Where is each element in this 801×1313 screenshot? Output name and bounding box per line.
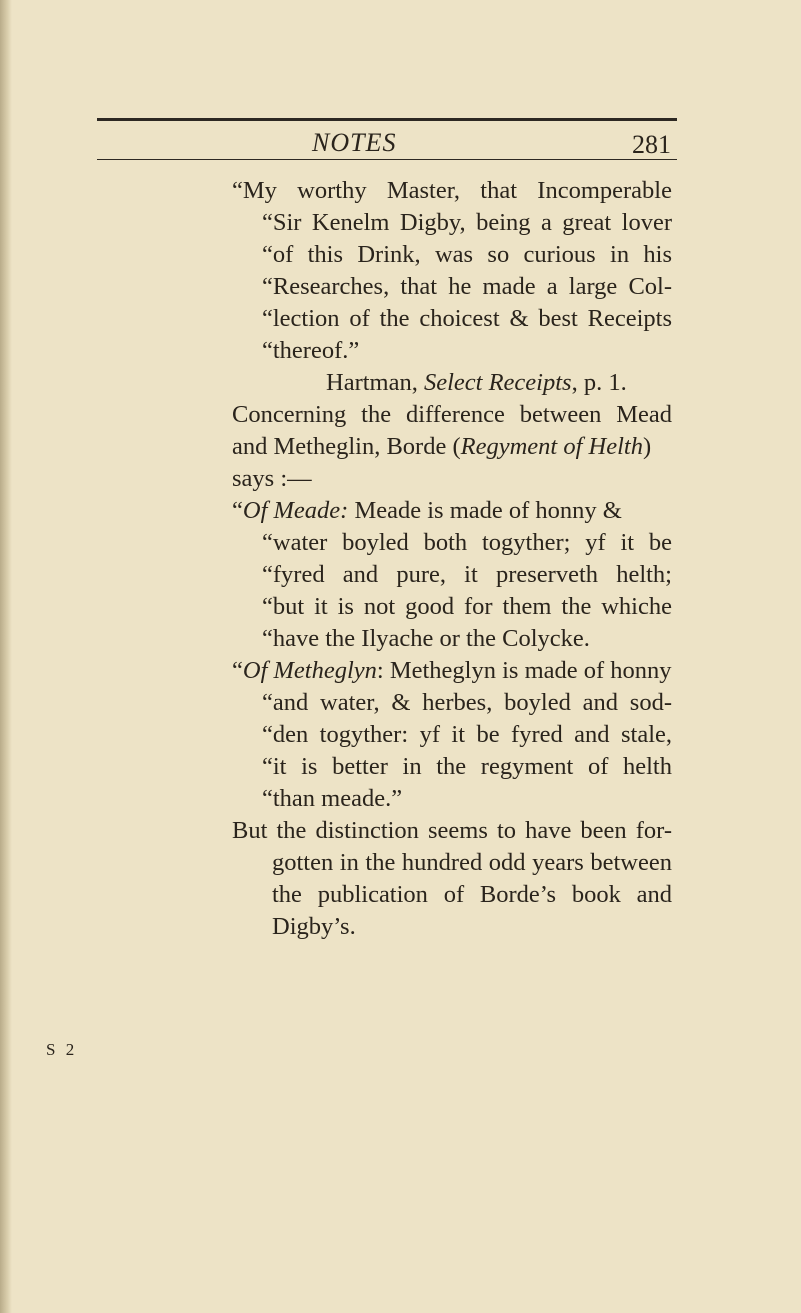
text-fragment: ): [642, 433, 652, 460]
text-line: But the distinction seems to have been for-: [232, 817, 672, 844]
text-fragment: and Metheglin, Borde (: [232, 433, 461, 460]
text-line: “but it is not good for them the whiche: [262, 593, 672, 620]
text-line: “My worthy Master, that Incomperable: [232, 177, 672, 204]
text-line: “lection of the choicest & best Receipts: [262, 305, 672, 332]
text-line: “Sir Kenelm Digby, being a great lover: [262, 209, 672, 236]
text-line: “than meade.”: [262, 785, 403, 812]
text-line: “den togyther: yf it be fyred and stale,: [262, 721, 672, 748]
text-line: “of this Drink, was so curious in his: [262, 241, 672, 268]
page-number: 281: [632, 130, 671, 159]
text-fragment: Meade is made of honny &: [348, 497, 622, 524]
text-line: [232, 655, 672, 687]
text-line: “it is better in the regyment of helth: [262, 753, 672, 780]
citation-author: Hartman,: [326, 369, 424, 396]
citation-title: Select Receipts: [423, 369, 572, 396]
text-line: says :—: [232, 465, 312, 492]
text-line: [232, 431, 672, 463]
quote-mark: “: [232, 497, 243, 524]
signature-mark: S 2: [46, 1040, 78, 1059]
page-title: NOTES: [312, 128, 397, 157]
text-fragment: : Metheglyn is made of honny: [376, 657, 672, 684]
book-title: Regyment of Helth: [460, 433, 643, 460]
citation-page: , p. 1.: [571, 369, 627, 396]
section-heading-meade: Of Meade:: [242, 497, 349, 524]
text-line: “have the Ilyache or the Colycke.: [262, 625, 590, 652]
text-line: gotten in the hundred odd years between: [272, 849, 672, 876]
text-line: “and water, & herbes, boyled and sod-: [262, 689, 672, 716]
citation-line: [326, 367, 766, 399]
text-line: Concerning the difference between Mead: [232, 401, 672, 428]
text-line: “thereof.”: [262, 337, 360, 364]
text-line: Digby’s.: [272, 913, 356, 940]
text-line: “fyred and pure, it preserveth helth;: [262, 561, 672, 588]
text-line: the publication of Borde’s book and: [272, 881, 672, 908]
section-heading-metheglyn: Of Metheglyn: [242, 657, 377, 684]
text-line: [232, 495, 672, 527]
text-line: “water boyled both togyther; yf it be: [262, 529, 672, 556]
text-line: “Researches, that he made a large Col-: [262, 273, 672, 300]
quote-mark: “: [232, 657, 243, 684]
